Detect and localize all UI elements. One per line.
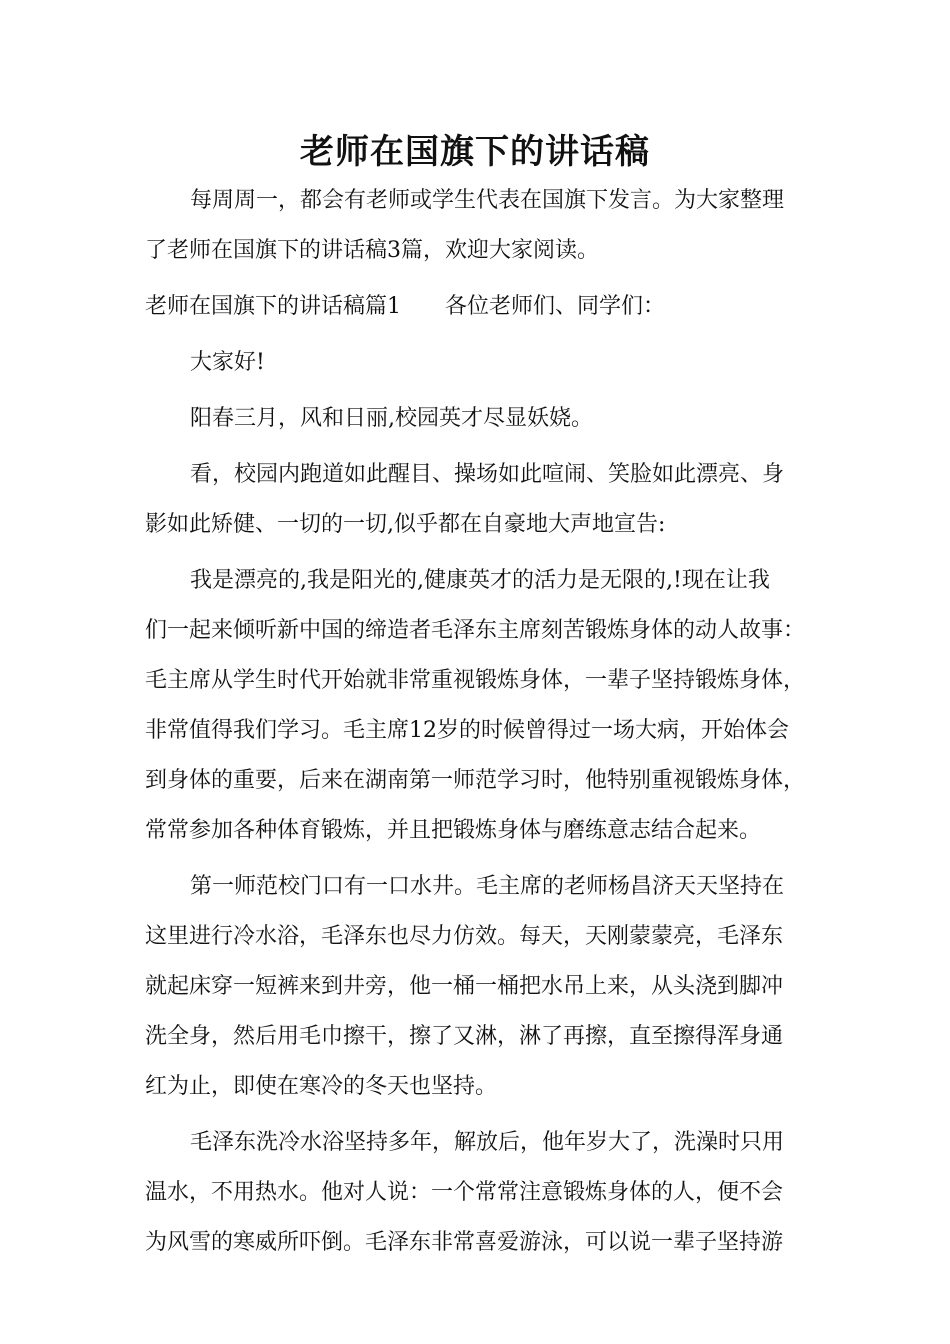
p4-line-4: 洗全身，然后用毛巾擦干，擦了又淋，淋了再擦，直至擦得浑身通 (145, 1024, 784, 1049)
section-heading: 老师在国旗下的讲话稿篇1 (145, 294, 401, 319)
p3-line-5: 到身体的重要，后来在湖南第一师范学习时，他特别重视锻炼身体， (145, 768, 806, 793)
intro-line-2: 了老师在国旗下的讲话稿3篇，欢迎大家阅读。 (145, 238, 599, 263)
section-heading-line (145, 282, 810, 332)
p3-line-1: 我是漂亮的,我是阳光的,健康英才的活力是无限的,!现在让我 (190, 568, 770, 593)
p3-line-3: 毛主席从学生时代开始就非常重视锻炼身体，一辈子坚持锻炼身体， (145, 668, 806, 693)
p3-line-4: 非常值得我们学习。毛主席12岁的时候曾得过一场大病，开始体会 (145, 718, 789, 743)
p2-line-1: 看，校园内跑道如此醒目、操场如此喧闹、笑脸如此漂亮、身 (190, 462, 785, 487)
p5-line-3: 为风雪的寒威所吓倒。毛泽东非常喜爱游泳，可以说一辈子坚持游 (145, 1230, 784, 1255)
p3-line-6: 常常参加各种体育锻炼，并且把锻炼身体与磨练意志结合起来。 (145, 818, 762, 843)
p2-line-2: 影如此矫健、一切的一切,似乎都在自豪地大声地宣告: (145, 512, 666, 537)
p5-line-1: 毛泽东洗冷水浴坚持多年，解放后，他年岁大了，洗澡时只用 (190, 1130, 785, 1155)
p3-line-2: 们一起来倾听新中国的缔造者毛泽东主席刻苦锻炼身体的动人故事： (145, 618, 806, 643)
p1-line-1: 阳春三月，风和日丽,校园英才尽显妖娆。 (190, 406, 593, 431)
greeting: 大家好! (190, 350, 265, 375)
p4-line-3: 就起床穿一短裤来到井旁，他一桶一桶把水吊上来，从头浇到脚冲 (145, 974, 784, 999)
p5-line-2: 温水，不用热水。他对人说：一个常常注意锻炼身体的人，便不会 (145, 1180, 784, 1205)
document-body (145, 176, 810, 1268)
p4-line-2: 这里进行冷水浴，毛泽东也尽力仿效。每天，天刚蒙蒙亮，毛泽东 (145, 924, 784, 949)
p4-line-5: 红为止，即使在寒冷的冬天也坚持。 (145, 1074, 498, 1099)
p4-line-1: 第一师范校门口有一口水井。毛主席的老师杨昌济天天坚持在 (190, 874, 785, 899)
section-salutation: 各位老师们、同学们： (445, 294, 666, 319)
document-title: 老师在国旗下的讲话稿 (300, 132, 650, 172)
intro-line-1: 每周周一，都会有老师或学生代表在国旗下发言。为大家整理 (190, 188, 785, 213)
